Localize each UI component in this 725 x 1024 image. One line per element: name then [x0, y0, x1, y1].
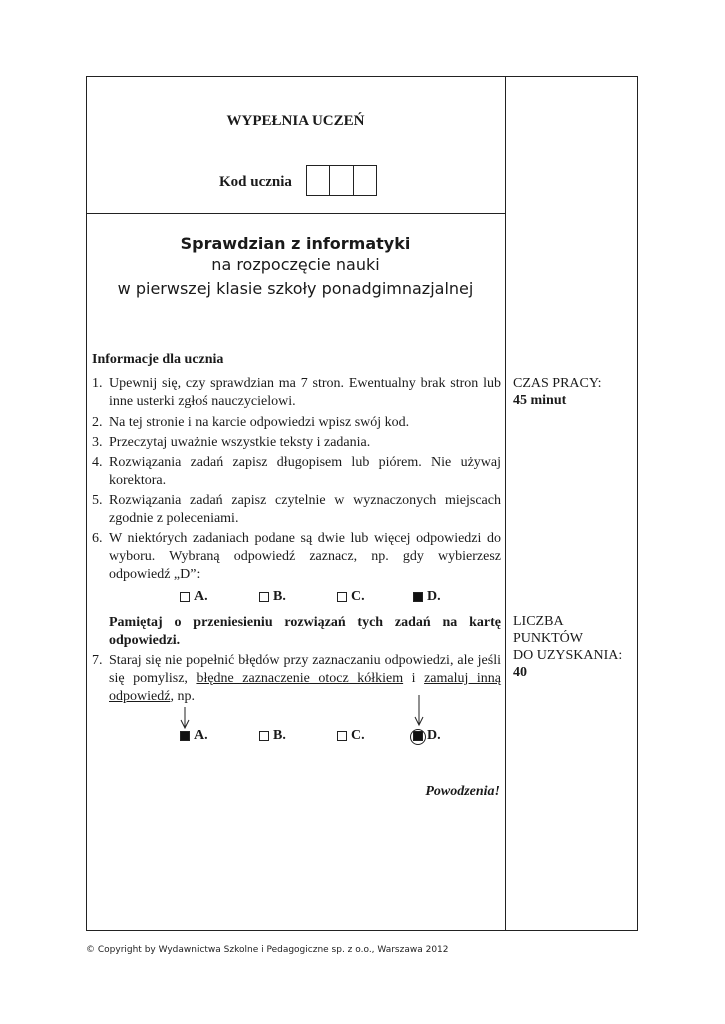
points-label-line3: DO UZYSKANIA: [513, 648, 623, 663]
option-label: A. [194, 728, 208, 743]
info-item-number: 2. [92, 415, 103, 430]
info-item-text: Przeczytaj uważnie wszystkie teksty i zadania. [109, 435, 371, 450]
checkbox-icon [259, 731, 269, 741]
points-label-line1: LICZBA [513, 614, 564, 629]
info-item-number: 6. [92, 531, 103, 546]
option-label: C. [351, 728, 365, 743]
info-item-number: 3. [92, 435, 103, 450]
item7-text-part: Staraj się nie popełnić błędów przy zaznaczaniu odpowiedzi, ale jeśli się pomylisz, [109, 653, 501, 686]
info-item-text: W niektórych zadaniach podane są dwie lub więcej odpowiedzi do wyboru. Wybraną odpowiedź zaznacz, np. gdy wybierzesz odpowiedź „D”: [109, 531, 501, 582]
option-b[interactable] [259, 728, 286, 744]
time-value: 45 minut [513, 393, 567, 408]
option-a[interactable] [180, 728, 208, 744]
info-heading: Informacje dla ucznia [92, 352, 224, 367]
info-item-text: Upewnij się, czy sprawdzian ma 7 stron. Ewentualny brak stron lub inne usterki zgłoś nauczycielowi. [109, 376, 501, 409]
option-c[interactable] [337, 728, 365, 744]
exam-subtitle-line2: w pierwszej klasie szkoły ponadgimnazjalnej [117, 279, 474, 298]
item7-text-part: , np. [170, 689, 195, 704]
item7-text-part: i [403, 671, 425, 686]
option-label: B. [273, 589, 286, 604]
option-label: B. [273, 728, 286, 743]
item7-underlined-fill: zamaluj inną odpowiedź [109, 671, 501, 704]
exam-subtitle-line1: na rozpoczęcie nauki [211, 255, 380, 274]
arrow-to-option-d [415, 695, 423, 725]
info-item-text: Rozwiązania zadań zapisz długopisem lub piórem. Nie używaj korektora. [109, 455, 501, 488]
points-value: 40 [513, 665, 527, 680]
checkbox-icon [337, 731, 347, 741]
info-item-number: 1. [92, 376, 103, 391]
good-luck-text: Powodzenia! [425, 784, 500, 799]
option-label: D. [427, 728, 441, 743]
info-item-number: 5. [92, 493, 103, 508]
option-label: A. [194, 589, 208, 604]
info-item-text: Rozwiązania zadań zapisz czytelnie w wyznaczonych miejscach zgodnie z poleceniami. [109, 493, 501, 526]
item7-underlined-circle: błędne zaznaczenie otocz kółkiem [196, 671, 404, 686]
option-label: C. [351, 589, 365, 604]
option-d[interactable] [413, 728, 441, 744]
info-item-number: 7. [92, 653, 103, 668]
time-label: CZAS PRACY: [513, 376, 602, 391]
example-options-2 [92, 728, 501, 746]
copyright-footer: © Copyright by Wydawnictwa Szkolne i Pedagogiczne sp. z o.o., Warszawa 2012 [86, 945, 449, 955]
option-label: D. [427, 589, 441, 604]
fill-by-student-label: WYPEŁNIA UCZEŃ [226, 113, 365, 129]
info-item-text: Na tej stronie i na karcie odpowiedzi wpisz swój kod. [109, 415, 410, 430]
points-label-line2: PUNKTÓW [513, 631, 583, 646]
checkbox-checked-icon [180, 731, 190, 741]
reminder-text: Pamiętaj o przeniesieniu rozwiązań tych zadań na kartę odpowiedzi. [109, 615, 501, 648]
info-item-number: 4. [92, 455, 103, 470]
student-code-label: Kod ucznia [219, 174, 292, 190]
arrow-to-option-a [181, 707, 189, 728]
exam-title: Sprawdzian z informatyki [180, 234, 411, 253]
checkbox-checked-icon [413, 731, 423, 741]
